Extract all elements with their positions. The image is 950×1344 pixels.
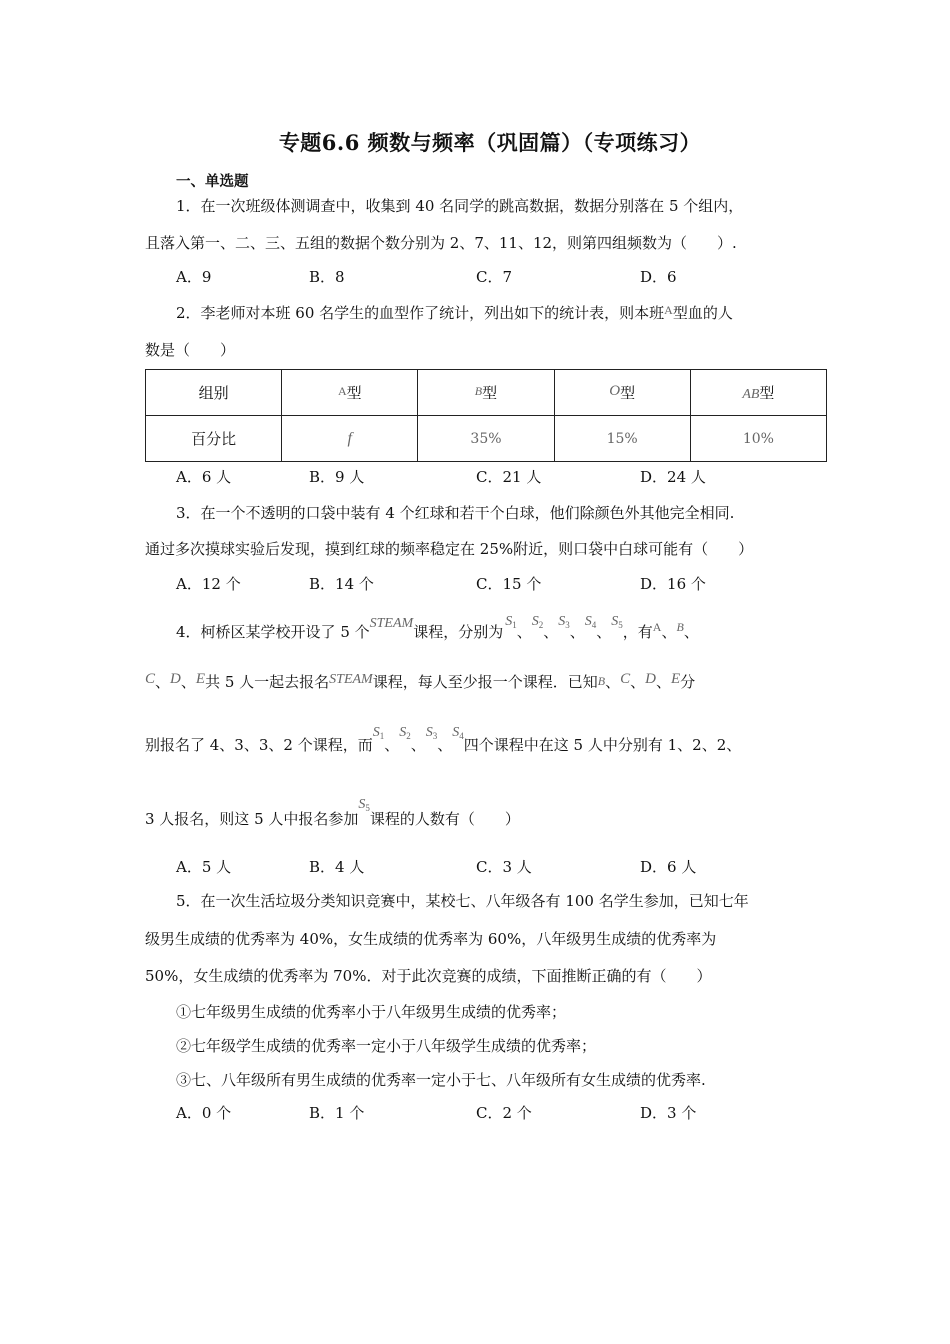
var-e: E [670,671,681,687]
q1-option-c: C．7 [476,268,513,286]
var-b: B [474,384,483,398]
var-s1: $S_1$ [372,725,385,741]
var-o: O [609,383,621,399]
var-steam: STEAM [369,616,414,631]
var-s5: $S_5$ [358,797,370,813]
q2-option-b: B．9 人 [309,468,365,486]
sep: 、 [569,623,585,641]
table-row [146,416,827,462]
page-title: 专题6.6 频数与频率（巩固篇）（专项练习） [278,130,702,155]
q4-text: 课程，每人至少报一个课程．已知 [372,673,598,691]
q4-text: 3 人报名，则这 5 人中报名参加 [145,810,359,828]
table-cell: 15% [554,416,690,462]
var-s2: $S_2$ [531,614,544,630]
var-c: C [620,671,631,687]
q3-option-b: B．14 个 [309,575,374,593]
q5-statement-1: ①七年级男生成绩的优秀率小于八年级男生成绩的优秀率； [176,1003,567,1021]
table-cell: 35% [418,416,554,462]
section-heading: 一、单选题 [176,173,249,190]
var-f: f [347,429,352,447]
q1-line2: 且落入第一、二、三、五组的数据个数分别为 2、7、11、12，则第四组频数为（ ）. [145,234,737,252]
sep: 、 [180,673,196,691]
q4-text: 课程的人数有（ ） [369,810,520,828]
type-suffix: 型 [482,384,498,402]
var-d: D [170,671,181,687]
q3-option-c: C．15 个 [476,575,542,593]
sep: 、 [410,736,426,754]
q4-line3 [145,725,742,755]
q5-line1: 5．在一次生活垃圾分类知识竞赛中，某校七、八年级各有 100 名学生参加，已知七年 [176,892,749,910]
q1-option-d: D．6 [640,268,677,286]
q2-option-a: A．6 人 [176,468,232,486]
var-s2: $S_2$ [399,725,411,741]
q2-option-d: D．24 人 [640,468,706,486]
var-d: D [645,671,656,687]
sep: 、 [155,673,171,691]
q3-line2: 通过多次摸球实验后发现，摸到红球的频率稳定在 25%附近，则口袋中白球可能有（ ） [145,540,754,558]
sep: 、 [596,623,612,641]
q4-text: 分 [680,673,696,691]
var-steam: STEAM [329,672,373,687]
sep: 、 [661,623,677,641]
q2-line2: 数是（ ） [145,341,236,359]
table-cell: 百分比 [146,416,282,462]
q2-text-a: 2．李老师对本班 60 名学生的血型作了统计，列出如下的统计表，则本班 [176,304,665,322]
sep: 、 [655,673,671,691]
q5-line2: 级男生成绩的优秀率为 40%，女生成绩的优秀率为 60%，八年级男生成绩的优秀率为 [145,930,717,948]
sep: 、 [437,736,453,754]
var-a: A [337,384,347,398]
type-suffix: 型 [759,384,775,402]
q3-option-d: D．16 个 [640,575,706,593]
var-a: A [652,620,662,634]
q4-option-c: C．3 人 [476,858,532,876]
q4-line4 [145,797,520,829]
q4-text: ，有 [622,623,653,641]
q5-option-b: B．1 个 [309,1104,365,1122]
q1-option-b: B．8 [309,268,345,286]
var-c: C [145,671,156,687]
var-ab: AB [742,387,760,402]
q5-statement-3: ③七、八年级所有男生成绩的优秀率一定小于七、八年级所有女生成绩的优秀率. [176,1071,706,1089]
var-s1: $S_1$ [505,614,517,630]
var-b: B [597,674,606,688]
q3-option-a: A．12 个 [176,575,241,593]
q2-var-a: A [664,303,673,317]
sep: 、 [630,673,646,691]
q2-text-b: 型血的人 [672,304,733,322]
q4-text: 课程，分别为 [413,623,504,641]
var-e: E [195,671,206,687]
q5-option-c: C．2 个 [476,1104,532,1122]
var-s3: $S_3$ [558,614,570,630]
table-cell [282,370,418,416]
q4-option-b: B．4 人 [309,858,365,876]
table-row [146,370,827,416]
q5-statement-2: ②七年级学生成绩的优秀率一定小于八年级学生成绩的优秀率； [176,1037,597,1055]
var-s3: $S_3$ [425,725,438,741]
table-cell [690,370,826,416]
q4-text: 四个课程中在这 5 人中分别有 1、2、2、 [463,736,742,754]
q4-line2 [145,671,695,692]
q4-option-a: A．5 人 [176,858,232,876]
sep: 、 [683,623,699,641]
q4-text: 共 5 人一起去报名 [205,673,330,691]
q4-option-d: D．6 人 [640,858,697,876]
sep: 、 [605,673,621,691]
q1-option-a: A．9 [176,268,212,286]
q1-line1: 1．在一次班级体测调查中，收集到 40 名同学的跳高数据，数据分别落在 5 个组内， [176,197,744,215]
q5-option-a: A．0 个 [176,1104,232,1122]
q4-line1 [176,614,699,642]
type-suffix: 型 [346,384,362,402]
sep: 、 [516,623,532,641]
table-cell [418,370,554,416]
q3-line1: 3．在一个不透明的口袋中装有 4 个红球和若干个白球，他们除颜色外其他完全相同. [176,504,735,522]
table-cell: 10% [690,416,826,462]
q4-text: 4．柯桥区某学校开设了 5 个 [176,623,370,641]
q2-line1 [176,302,733,323]
var-s4: $S_4$ [452,725,464,741]
q4-text: 别报名了 4、3、3、2 个课程，而 [145,736,373,754]
blood-type-table [145,369,827,462]
var-s5: $S_5$ [611,614,623,630]
var-s4: $S_4$ [584,614,597,630]
q2-option-c: C．21 人 [476,468,542,486]
table-cell [282,416,418,462]
q5-line3: 50%，女生成绩的优秀率为 70%．对于此次竞赛的成绩，下面推断正确的有（ ） [145,967,712,985]
q5-option-d: D．3 个 [640,1104,697,1122]
type-suffix: 型 [620,384,636,402]
table-cell: 组别 [146,370,282,416]
sep: 、 [543,623,559,641]
var-b: B [676,620,684,634]
table-cell [554,370,690,416]
sep: 、 [384,736,400,754]
